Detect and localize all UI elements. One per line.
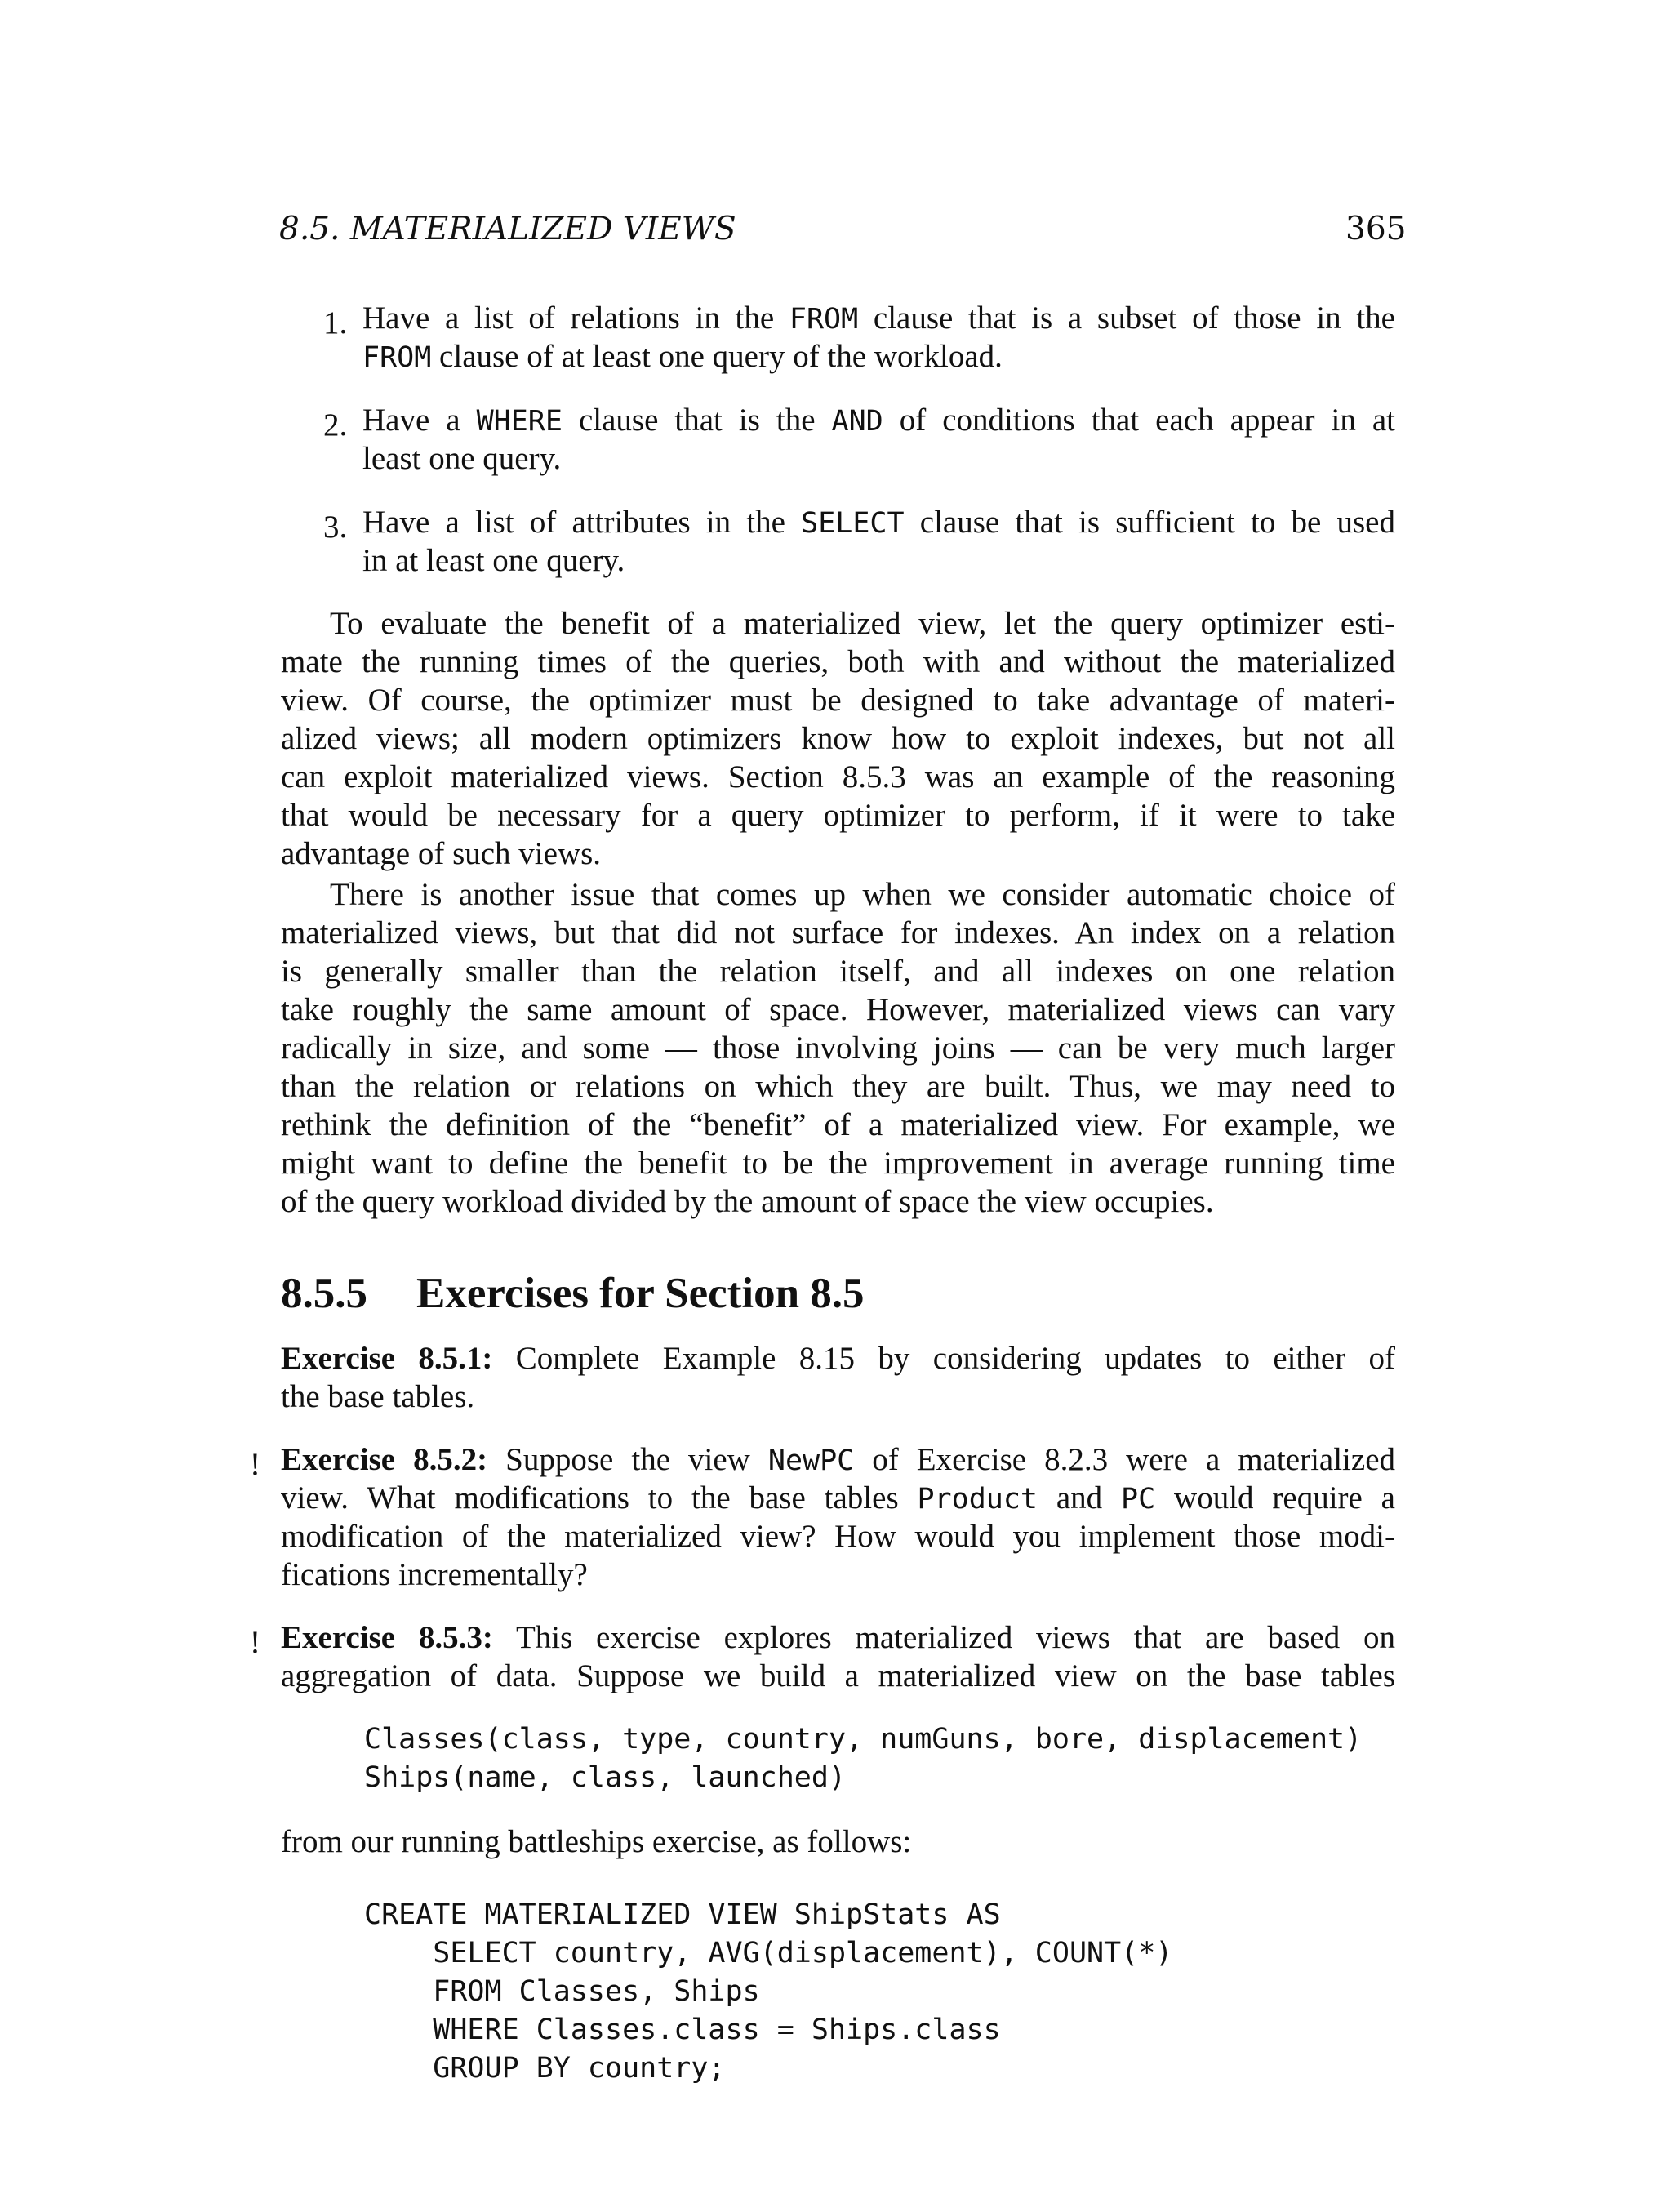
code-line: FROM Classes, Ships — [364, 1975, 760, 2008]
list-item-line: Have a list of relations in the FROM clause that is a subset of those in the — [362, 300, 1395, 336]
text-line: fications incrementally? — [281, 1557, 588, 1592]
text-line: Exercise 8.5.3: This exercise explores materialized views that are based on — [281, 1620, 1395, 1655]
text-line: modification of the materialized view? How would you implement those modi- — [281, 1519, 1395, 1554]
difficulty-mark: ! — [250, 1447, 260, 1482]
text-line: that would be necessary for a query optimizer to perform, if it were to take — [281, 798, 1395, 833]
section-title: Exercises for Section 8.5 — [416, 1270, 865, 1317]
text-line: take roughly the same amount of space. However, materialized views can vary — [281, 992, 1395, 1027]
text-line: can exploit materialized views. Section 8.5.3 was an example of the reasoning — [281, 759, 1395, 794]
text-line: Exercise 8.5.2: Suppose the view NewPC of Exercise 8.2.3 were a materialized — [281, 1442, 1396, 1477]
text-line: view. What modifications to the base tables Product and PC would require a — [281, 1480, 1395, 1515]
text-line: might want to define the benefit to be the improvement in average running time — [281, 1146, 1395, 1181]
schema-line: Ships(name, class, launched) — [364, 1761, 847, 1794]
section-number: 8.5.5 — [281, 1270, 367, 1317]
code-line: WHERE Classes.class = Ships.class — [364, 2014, 1001, 2046]
text-line: Exercise 8.5.1: Complete Example 8.15 by considering updates to either of — [281, 1341, 1395, 1376]
text-line: view. Of course, the optimizer must be designed to take advantage of materi- — [281, 683, 1395, 718]
text-line: is generally smaller than the relation itself, and all indexes on one relation — [281, 954, 1395, 989]
code-line: CREATE MATERIALIZED VIEW ShipStats AS — [364, 1898, 1001, 1931]
text-line: than the relation or relations on which they are built. Thus, we may need to — [281, 1069, 1395, 1104]
list-item-line: FROM clause of at least one query of the workload. — [362, 339, 1003, 374]
text-line: alized views; all modern optimizers know how to exploit indexes, but not all — [281, 721, 1395, 756]
text-line: from our running battleships exercise, as follows: — [281, 1824, 912, 1859]
list-item-line: least one query. — [362, 441, 562, 476]
code-line: SELECT country, AVG(displacement), COUNT(*) — [364, 1937, 1173, 1969]
list-item-line: in at least one query. — [362, 543, 625, 578]
exercise-label: Exercise 8.5.1: — [281, 1341, 493, 1376]
text-line: mate the running times of the queries, both with and without the materialized — [281, 644, 1395, 679]
text-line: advantage of such views. — [281, 836, 602, 871]
schema-line: Classes(class, type, country, numGuns, bore, displacement) — [364, 1723, 1363, 1756]
text-line: rethink the definition of the “benefit” of a materialized view. For example, we — [281, 1107, 1395, 1142]
text-line: radically in size, and some — those involving joins — can be very much larger — [281, 1030, 1395, 1066]
text-line: To evaluate the benefit of a materialized view, let the query optimizer esti- — [330, 606, 1395, 641]
list-item-number: 2. — [323, 407, 348, 443]
text-line: materialized views, but that did not surface for indexes. An index on a relation — [281, 915, 1395, 950]
code-line: GROUP BY country; — [364, 2052, 726, 2085]
text-line: There is another issue that comes up when we consider automatic choice of — [330, 877, 1395, 912]
running-head: 8.5. MATERIALIZED VIEWS — [279, 211, 736, 247]
list-item-number: 1. — [323, 305, 348, 340]
exercise-label: Exercise 8.5.3: — [281, 1620, 493, 1655]
list-item-line: Have a list of attributes in the SELECT clause that is sufficient to be used — [362, 505, 1395, 540]
list-item-line: Have a WHERE clause that is the AND of conditions that each appear in at — [362, 403, 1395, 438]
text-line: aggregation of data. Suppose we build a materialized view on the base tables — [281, 1658, 1395, 1693]
exercise-label: Exercise 8.5.2: — [281, 1442, 488, 1477]
text-line: of the query workload divided by the amount of space the view occupies. — [281, 1184, 1214, 1219]
difficulty-mark: ! — [250, 1625, 260, 1660]
page-number: 365 — [1345, 211, 1407, 247]
list-item-number: 3. — [323, 510, 348, 545]
text-line: the base tables. — [281, 1379, 475, 1414]
